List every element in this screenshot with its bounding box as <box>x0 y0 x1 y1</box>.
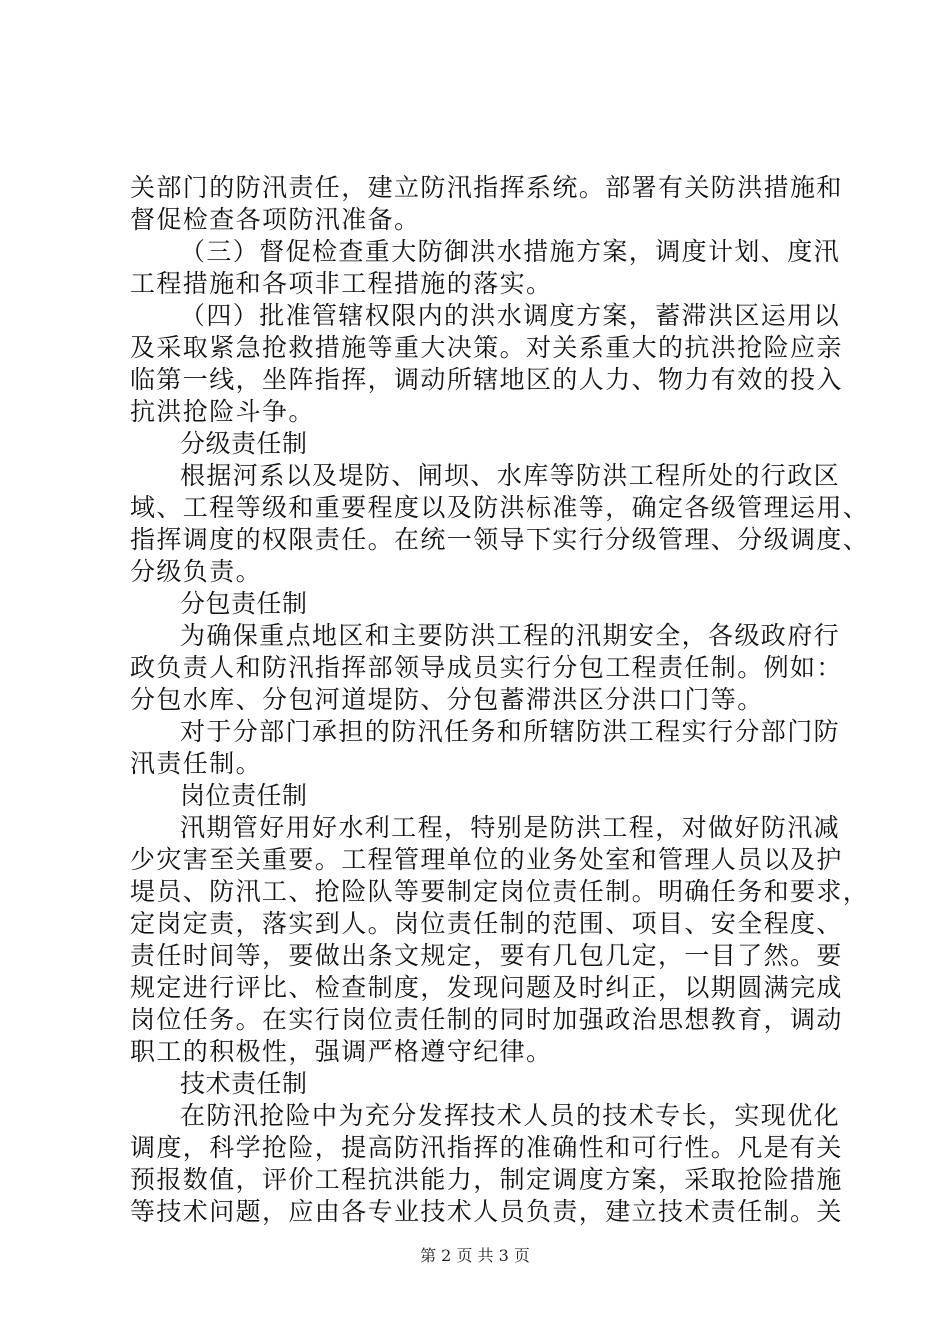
paragraph-line: 根据河系以及堤防、闸坝、水库等防洪工程所处的行政区 <box>180 461 841 490</box>
paragraph-line: 职工的积极性，强调严格遵守纪律。 <box>130 1037 553 1066</box>
paragraph-line: 分包水库、分包河道堤防、分包蓄滞洪区分洪口门等。 <box>130 685 764 714</box>
paragraph-line: 临第一线，坐阵指挥，调动所辖地区的人力、物力有效的投入 <box>130 365 843 394</box>
paragraph-line: （四）批准管辖权限内的洪水调度方案，蓄滞洪区运用以 <box>180 301 841 330</box>
paragraph-line: 及采取紧急抢救措施等重大决策。对关系重大的抗洪抢险应亲 <box>130 333 843 362</box>
paragraph-line: 预报数值，评价工程抗洪能力，制定调度方案，采取抢险措施 <box>130 1165 843 1194</box>
paragraph-line: 督促检查各项防汛准备。 <box>130 205 421 234</box>
section-heading: 技术责任制 <box>180 1069 308 1098</box>
paragraph-line: 少灾害至关重要。工程管理单位的业务处室和管理人员以及护 <box>130 845 843 874</box>
paragraph-line: 政负责人和防汛指挥部领导成员实行分包工程责任制。例如： <box>130 653 843 682</box>
paragraph-line: 工程措施和各项非工程措施的落实。 <box>130 269 553 298</box>
paragraph-line: （三）督促检查重大防御洪水措施方案，调度计划、度汛 <box>180 237 841 266</box>
paragraph-line: 堤员、防汛工、抢险队等要制定岗位责任制。明确任务和要求， <box>130 877 870 906</box>
paragraph-line: 汛责任制。 <box>130 749 263 778</box>
document-body <box>130 172 870 1228</box>
paragraph-line: 汛期管好用好水利工程，特别是防洪工程，对做好防汛减 <box>180 813 841 842</box>
paragraph-line: 指挥调度的权限责任。在统一领导下实行分级管理、分级调度、 <box>130 525 870 554</box>
paragraph-line: 定岗定责，落实到人。岗位责任制的范围、项目、安全程度、 <box>130 909 843 938</box>
paragraph-line: 对于分部门承担的防汛任务和所辖防洪工程实行分部门防 <box>180 717 841 746</box>
section-heading: 分级责任制 <box>180 429 308 458</box>
paragraph-line: 岗位任务。在实行岗位责任制的同时加强政治思想教育，调动 <box>130 1005 843 1034</box>
paragraph-line: 为确保重点地区和主要防洪工程的汛期安全，各级政府行 <box>180 621 841 650</box>
paragraph-line: 分级负责。 <box>130 557 263 586</box>
section-heading: 分包责任制 <box>180 589 308 618</box>
paragraph-line: 等技术问题，应由各专业技术人员负责，建立技术责任制。关 <box>130 1197 843 1226</box>
page-number-footer: 第 2 页 共 3 页 <box>420 1246 530 1265</box>
paragraph-line: 规定进行评比、检查制度，发现问题及时纠正，以期圆满完成 <box>130 973 843 1002</box>
paragraph-line: 域、工程等级和重要程度以及防洪标准等，确定各级管理运用、 <box>130 493 870 522</box>
paragraph-line: 在防汛抢险中为充分发挥技术人员的技术专长，实现优化 <box>180 1101 841 1130</box>
paragraph-line: 责任时间等，要做出条文规定，要有几包几定，一目了然。要 <box>130 941 843 970</box>
paragraph-line: 抗洪抢险斗争。 <box>130 397 315 426</box>
paragraph-line: 调度，科学抢险，提高防汛指挥的准确性和可行性。凡是有关 <box>130 1133 843 1162</box>
section-heading: 岗位责任制 <box>180 781 308 810</box>
paragraph-line: 关部门的防汛责任，建立防汛指挥系统。部署有关防洪措施和 <box>130 173 843 202</box>
